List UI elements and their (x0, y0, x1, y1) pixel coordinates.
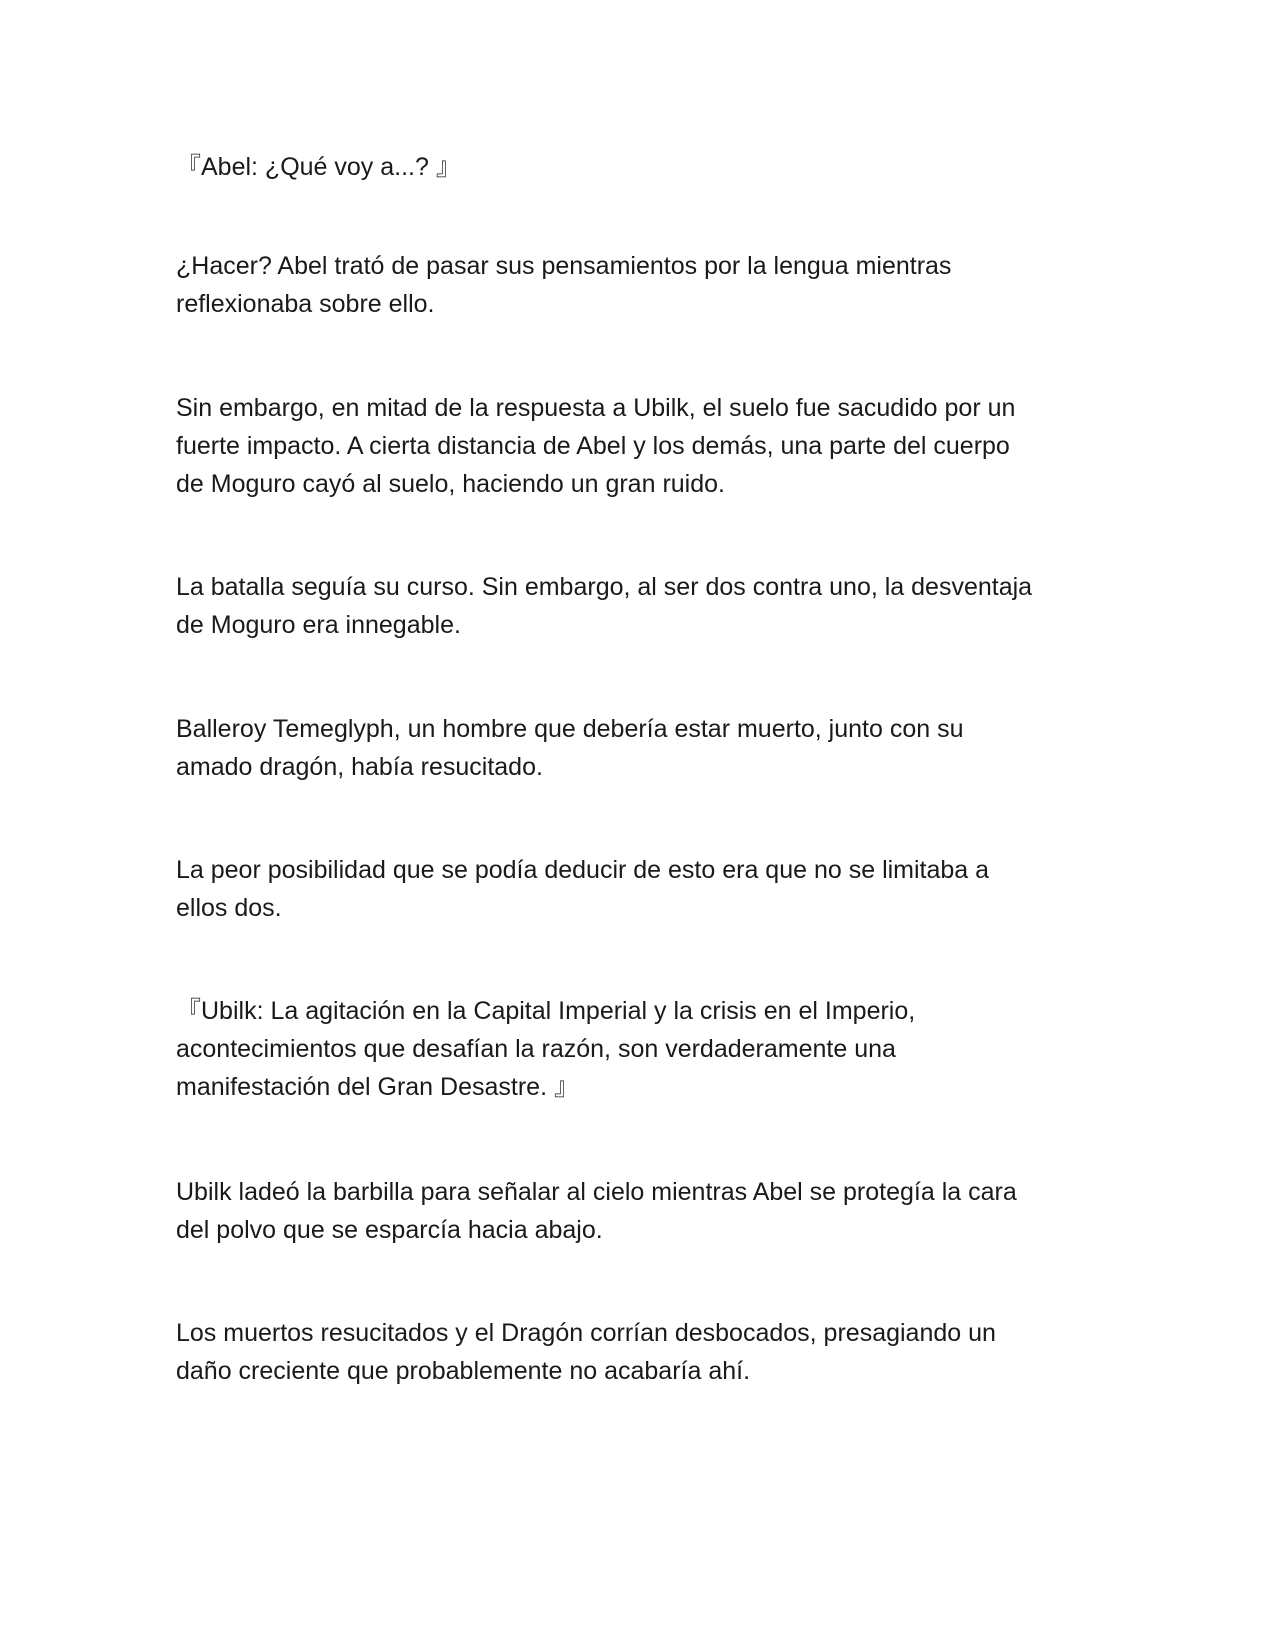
paragraph-worst-possibility: La peor posibilidad que se podía deducir de esto era que no se limitaba a ellos dos. (176, 856, 990, 922)
paragraph-balleroy: Balleroy Temeglyph, un hombre que debería estar muerto, junto con su amado dragón, había resucitado. (176, 715, 964, 781)
paragraph-battle: La batalla seguía su curso. Sin embargo, al ser dos contra uno, la desventaja de Moguro era innegable. (176, 573, 1033, 639)
paragraph-ubilk-gesture: Ubilk ladeó la barbilla para señalar al cielo mientras Abel se protegía la cara del polvo que se esparcía hacia abajo. (176, 1178, 1017, 1244)
paragraph-dialogue-abel: 『Abel: ¿Qué voy a...? 』 (176, 153, 461, 181)
paragraph-impact: Sin embargo, en mitad de la respuesta a Ubilk, el suelo fue sacudido por un fuerte impacto. A cierta distancia de Abel y los demás, una parte del cuerpo de Moguro cayó al suelo, haciendo un gran ruido. (176, 394, 1016, 498)
paragraph-abel-reflection: ¿Hacer? Abel trató de pasar sus pensamientos por la lengua mientras reflexionaba sobre ello. (176, 252, 952, 318)
paragraph-resurrected-dead: Los muertos resucitados y el Dragón corrían desbocados, presagiando un daño creciente que probablemente no acabaría ahí. (176, 1319, 996, 1385)
paragraph-dialogue-ubilk: 『Ubilk: La agitación en la Capital Imperial y la crisis en el Imperio, acontecimientos que desafían la razón, son verdaderamente una manifestación del Gran Desastre. 』 (176, 997, 916, 1101)
